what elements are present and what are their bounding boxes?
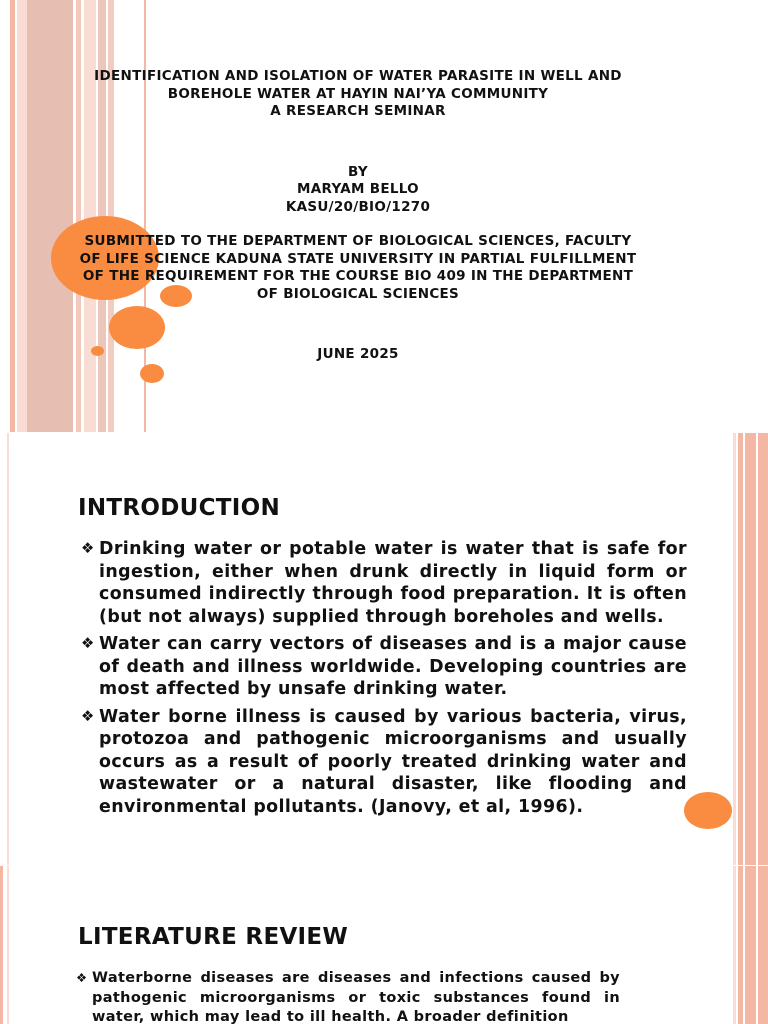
literature-review-slide xyxy=(0,866,768,1024)
submission-line: OF THE REQUIREMENT FOR THE COURSE BIO 409 IN THE DEPARTMENT xyxy=(82,268,634,284)
diamond-bullet-icon: ❖ xyxy=(81,635,95,652)
decorative-band xyxy=(738,866,743,1024)
decorative-band xyxy=(0,866,3,1024)
diamond-bullet-icon: ❖ xyxy=(81,707,95,725)
seminar-subtitle: A RESEARCH SEMINAR xyxy=(270,103,446,119)
list-item: ❖ Water borne illness is caused by various bacteria, virus, protozoa and pathogenic microorganisms and usually occurs as a result of poorly treated drinking water and wastewater or a natural disaster, like flooding and environmental pollutants. (Janovy, et al, 1996). xyxy=(81,706,687,817)
list-item: ❖ Drinking water or potable water is water that is safe for ingestion, either when drunk directly in liquid form or consumed indirectly through food preparation. It is often (but not always) supplied through boreholes and wells. xyxy=(81,539,687,627)
decorative-band xyxy=(733,866,736,1024)
submission-line: OF LIFE SCIENCE KADUNA STATE UNIVERSITY IN PARTIAL FULFILLMENT xyxy=(79,250,637,267)
decorative-band xyxy=(745,433,756,865)
title-slide xyxy=(0,0,768,432)
decorative-band xyxy=(10,0,15,432)
submission-line: SUBMITTED TO THE DEPARTMENT OF BIOLOGICAL SCIENCES, FACULTY xyxy=(84,233,632,249)
decorative-band xyxy=(758,433,768,865)
decorative-band xyxy=(758,866,768,1024)
decorative-circle xyxy=(684,792,732,829)
decorative-band xyxy=(17,0,27,432)
decorative-circle xyxy=(140,364,164,383)
literature-review-heading: LITERATURE REVIEW xyxy=(78,924,349,950)
submission-line: OF BIOLOGICAL SCIENCES xyxy=(256,285,460,302)
diamond-bullet-icon: ❖ xyxy=(81,540,95,557)
introduction-slide xyxy=(0,433,768,865)
author-name: MARYAM BELLO xyxy=(297,181,419,197)
by-label: BY xyxy=(348,163,368,180)
introduction-bullet-list xyxy=(81,538,687,823)
decorative-band xyxy=(738,433,743,865)
date: JUNE 2025 xyxy=(317,346,399,362)
list-item: ❖ Waterborne diseases are diseases and infections caused by pathogenic microorganisms or toxic substances found in water, which may lead to ill health. A broader definition xyxy=(76,970,620,1024)
literature-bullet-list xyxy=(76,969,620,1024)
decorative-band xyxy=(733,433,736,865)
title-block xyxy=(40,68,676,364)
diamond-bullet-icon: ❖ xyxy=(76,971,88,985)
matric-number: KASU/20/BIO/1270 xyxy=(285,198,431,215)
introduction-heading: INTRODUCTION xyxy=(78,495,281,521)
seminar-title-line: IDENTIFICATION AND ISOLATION OF WATER PARASITE IN WELL AND xyxy=(94,68,622,84)
list-item: ❖ Water can carry vectors of diseases and is a major cause of death and illness worldwide. Developing countries are most affected by unsafe drinking water. xyxy=(81,634,687,699)
decorative-band xyxy=(745,866,756,1024)
seminar-title-line: BOREHOLE WATER AT HAYIN NAI’YA COMMUNITY xyxy=(167,85,549,102)
decorative-band xyxy=(7,866,9,1024)
decorative-band xyxy=(7,433,9,865)
